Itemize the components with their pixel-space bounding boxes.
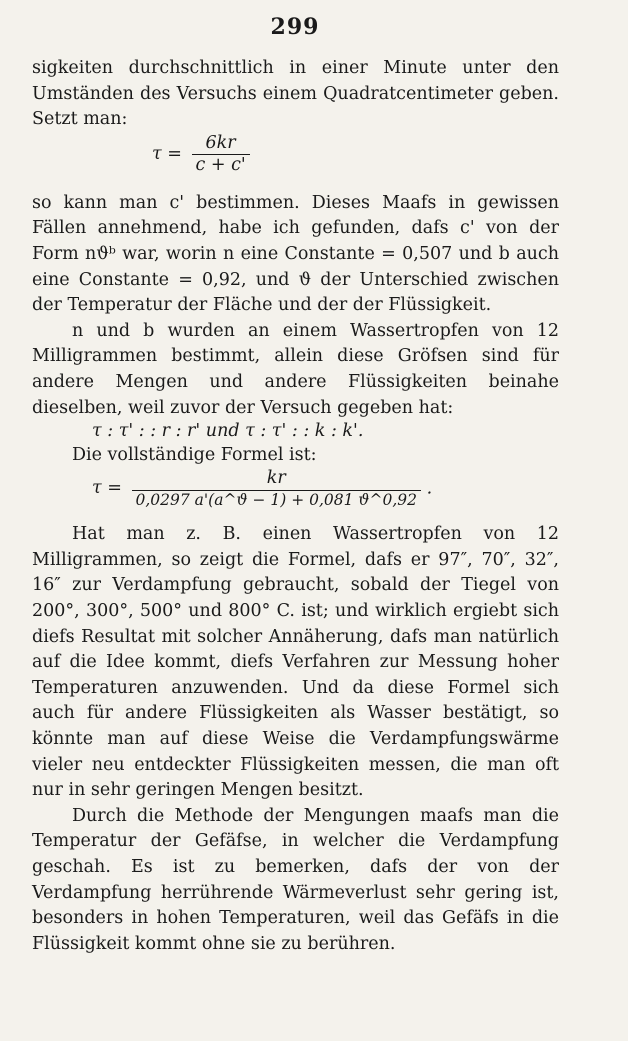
page-body — [32, 56, 559, 957]
intro-paragraph: sigkeiten durchschnittlich in einer Minute unter den Umständen des Versuchs einem Quadratcentimeter geben. Setzt man: — [32, 58, 559, 130]
paragraph-constants: so kann man c' bestimmen. Dieses Maafs in gewissen Fällen annehmend, habe ich gefunden, dafs c' von der Form nϑᵇ war, worin n eine Constante = 0,507 und b auch eine Constante = 0,92, und ϑ der Unterschied zwischen der Temperatur der Fläche und der der Flüssigkeit. — [32, 192, 559, 316]
formula2-trailing: . — [426, 478, 433, 499]
paragraph-method: Durch die Methode der Mengungen maafs man die Temperatur der Gefäfse, in welcher die Verdampfung geschah. Es ist zu bemerken, dafs der von der Verdampfung herrührende Wärmeverlust sehr gering ist, besonders in hohen Temperaturen, weil das Gefäfs in die Flüssigkeit kommt ohne sie zu berühren. — [32, 805, 559, 954]
proportion-line: τ : τ' : : r : r' und τ : τ' : : k : k'. — [92, 421, 364, 442]
formula2-denominator: 0,0297 a'(a^ϑ − 1) + 0,081 ϑ^0,92 — [135, 490, 417, 509]
paragraph-measurement: n und b wurden an einem Wassertropfen von 12 Milligrammen bestimmt, allein diese Gröfsen sind für andere Mengen und andere Flüssigkeiten beinahe dieselben, weil zuvor der Versuch gegeben hat: — [32, 320, 559, 418]
formula2-numerator: kr — [132, 470, 422, 491]
page-number: 299 — [270, 14, 320, 40]
formula1-denominator: c + c' — [195, 155, 246, 176]
formula2-fraction — [132, 470, 422, 508]
paragraph-example: Hat man z. B. einen Wassertropfen von 12 Milligrammen, so zeigt die Formel, dafs er 97″, 70″, 32″, 16″ zur Verdampfung gebraucht, sobald der Tiegel von 200°, 300°, 500° und 800° C. ist; und wirklich ergiebt sich diefs Resultat mit solcher Annäherung, dafs man natürlich auf die Idee kommt, diefs Verfahren zur Messung hoher Temperaturen anzuwenden. Und da diese Formel sich auch für andere Flüssigkeiten als Wasser bestätigt, so könnte man auf diese Weise die Verdampfungswärme vieler neu entdeckter Flüssigkeiten messen, die man oft nur in sehr geringen Mengen besitzt. — [32, 524, 559, 801]
formula-tau-simple — [152, 132, 559, 189]
formula1-lhs: τ = — [152, 144, 182, 165]
formula-complete — [92, 470, 559, 520]
formula1-fraction — [192, 132, 250, 176]
formula-intro: Die vollständige Formel ist: — [72, 444, 317, 465]
formula1-numerator: 6kr — [192, 135, 250, 156]
formula2-lhs: τ = — [92, 478, 122, 499]
